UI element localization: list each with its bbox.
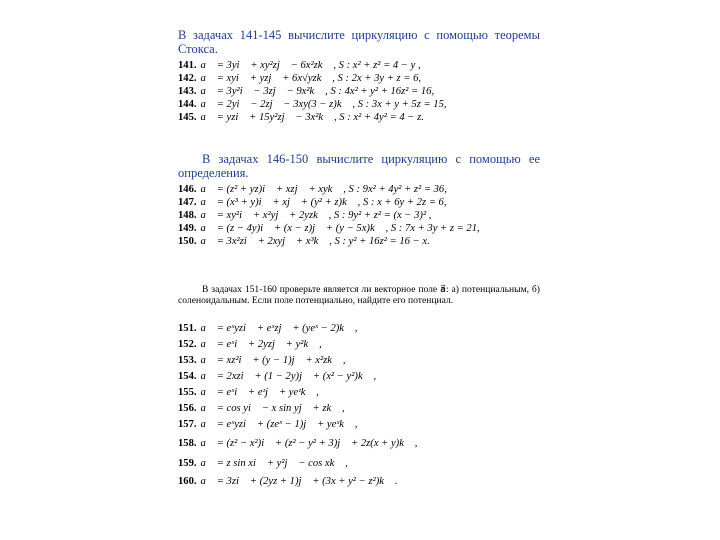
problem-text: a⃗ = yzi⃗ + 15y²zj⃗ − 3x²k⃗ , S : x² + 4y² = 4 − z. — [200, 112, 424, 123]
problem-160 — [178, 473, 540, 491]
problem-146 — [178, 183, 540, 196]
problem-number: 151. — [178, 323, 197, 334]
problem-150 — [178, 235, 540, 248]
problem-number: 160. — [178, 476, 197, 487]
section-151-160 — [178, 285, 540, 306]
problem-number: 149. — [178, 223, 197, 234]
problem-number: 150. — [178, 236, 197, 247]
problem-153 — [178, 353, 540, 369]
problem-text: a⃗ = xy²i⃗ + x²yj⃗ + 2yzk⃗ , S : 9y² + z² = (x − 3)² , — [200, 210, 432, 221]
problem-143 — [178, 85, 540, 98]
problem-text: a⃗ = (z² − x²)i⃗ + (z² − y² + 3)j⃗ + 2z(x + y)k⃗ , — [200, 438, 418, 449]
problem-text: a⃗ = (z − 4y)i⃗ + (x − z)j⃗ + (y − 5x)k⃗ , S : 7x + 3y + z = 21, — [200, 223, 480, 234]
section-heading: В задачах 151-160 проверьте является ли векторное поле a⃗: а) потенциальным, б) соленоидальным. Если поле потенциально, найдите его потенциал. — [178, 284, 540, 306]
problem-148 — [178, 209, 540, 222]
problem-154 — [178, 369, 540, 385]
problem-152 — [178, 337, 540, 353]
problem-text: a⃗ = (x³ + y)i⃗ + xj⃗ + (y² + z)k⃗ , S : x + 6y + 2z = 6, — [200, 197, 447, 208]
problem-number: 148. — [178, 210, 197, 221]
problem-157 — [178, 417, 540, 433]
problem-number: 155. — [178, 387, 197, 398]
section-141-145 — [178, 28, 540, 56]
problem-text: a⃗ = 3x²zi⃗ + 2xyj⃗ + x³k⃗ , S : y² + 16z² = 16 − x. — [200, 236, 430, 247]
problem-text: a⃗ = xz²i⃗ + (y − 1)j⃗ + x²zk⃗ , — [200, 355, 346, 366]
section-heading: В задачах 146-150 вычислите циркуляцию с помощью ее определения. — [178, 152, 540, 180]
problem-number: 158. — [178, 438, 197, 449]
problem-text: a⃗ = eˣyzi⃗ + (zeˣ − 1)j⃗ + yeˣk⃗ , — [200, 419, 358, 430]
section-heading: В задачах 141-145 вычислите циркуляцию с помощью теоремы Стокса. — [178, 28, 540, 56]
problem-144 — [178, 98, 540, 111]
problem-list-146-150 — [178, 183, 540, 248]
problem-text: a⃗ = 2xzi⃗ + (1 − 2y)j⃗ + (x² − y²)k⃗ , — [200, 371, 377, 382]
problem-text: a⃗ = z sin xi⃗ + y²j⃗ − cos xk⃗ , — [200, 458, 348, 469]
problem-number: 153. — [178, 355, 197, 366]
problem-141 — [178, 59, 540, 72]
problem-145 — [178, 111, 540, 124]
problem-142 — [178, 72, 540, 85]
problem-147 — [178, 196, 540, 209]
problem-list-141-145 — [178, 59, 540, 124]
problem-number: 154. — [178, 371, 197, 382]
problem-number: 145. — [178, 112, 197, 123]
problem-text: a⃗ = cos yi⃗ − x sin yj⃗ + zk⃗ , — [200, 403, 345, 414]
problem-text: a⃗ = 3yi⃗ + xy²zj⃗ − 6x²zk⃗ , S : x² + z² = 4 − y , — [200, 60, 421, 71]
problem-number: 147. — [178, 197, 197, 208]
problem-text: a⃗ = (z² + yz)i⃗ + xzj⃗ + xyk⃗ , S : 9x² + 4y² + z² = 36, — [200, 184, 447, 195]
problem-149 — [178, 222, 540, 235]
problem-159 — [178, 455, 540, 473]
problem-text: a⃗ = eˣi⃗ + eᶻj⃗ + yeᶻk⃗ , — [200, 387, 319, 398]
problem-156 — [178, 401, 540, 417]
problem-list-151-160 — [178, 321, 540, 491]
problem-number: 141. — [178, 60, 197, 71]
problem-number: 152. — [178, 339, 197, 350]
problem-158 — [178, 433, 540, 455]
problem-text: a⃗ = 2yi⃗ − 2zj⃗ − 3xy(3 − z)k⃗ , S : 3x + y + 5z = 15, — [200, 99, 447, 110]
problem-text: a⃗ = eˣyzi⃗ + eˣzj⃗ + (yeˣ − 2)k⃗ , — [200, 323, 358, 334]
problem-number: 142. — [178, 73, 197, 84]
problem-number: 143. — [178, 86, 197, 97]
problem-number: 156. — [178, 403, 197, 414]
problem-number: 159. — [178, 458, 197, 469]
problem-number: 157. — [178, 419, 197, 430]
problem-155 — [178, 385, 540, 401]
section-146-150 — [178, 152, 540, 180]
problem-number: 146. — [178, 184, 197, 195]
problem-151 — [178, 321, 540, 337]
problem-text: a⃗ = xyi⃗ + yzj⃗ + 6x√yzk⃗ , S : 2x + 3y + z = 6, — [200, 73, 422, 84]
problem-text: a⃗ = eˣi⃗ + 2yzj⃗ + y²k⃗ , — [200, 339, 322, 350]
problem-text: a⃗ = 3y²i⃗ − 3zj⃗ − 9x²k⃗ , S : 4x² + y² + 16z² = 16, — [200, 86, 435, 97]
problem-text: a⃗ = 3zi⃗ + (2yz + 1)j⃗ + (3x + y² − z²)k⃗ . — [200, 476, 398, 487]
problem-number: 144. — [178, 99, 197, 110]
